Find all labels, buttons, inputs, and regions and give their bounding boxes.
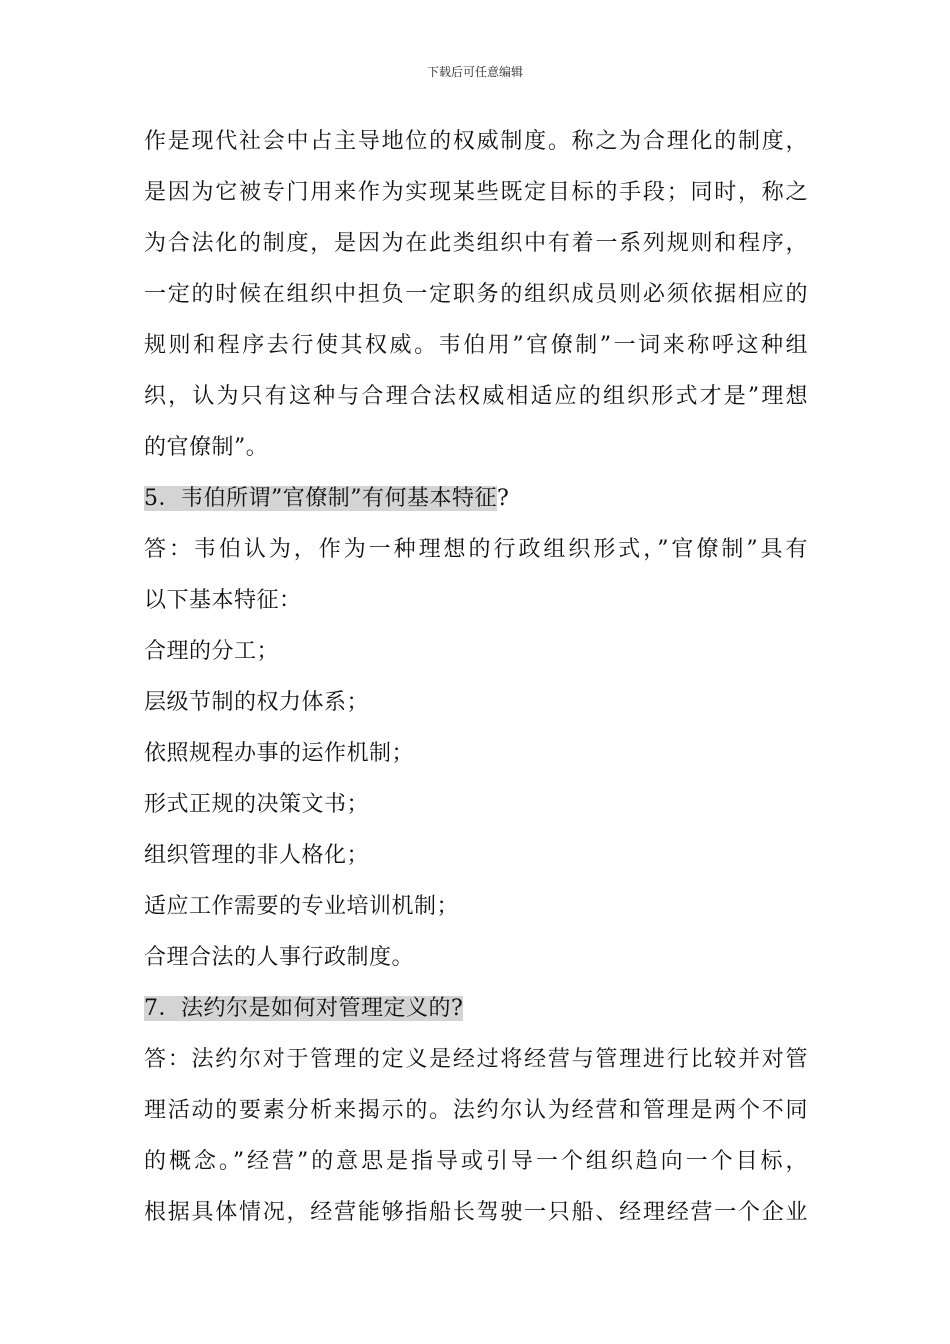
highlighted-question: 5．韦伯所谓”官僚制”有何基本特征 [144, 486, 497, 511]
text-line: 层级节制的权力体系； [144, 690, 370, 715]
question-mark: ? [497, 486, 510, 511]
text-line: 组织管理的非人格化； [144, 843, 370, 868]
question-heading [144, 983, 808, 1034]
highlighted-question: 7．法约尔是如何对管理定义的? [144, 996, 464, 1021]
text-line: 依照规程办事的运作机制； [144, 741, 415, 766]
page-header: 下载后可任意编辑 [426, 65, 523, 79]
question-heading [144, 473, 808, 524]
text-line: 合理合法的人事行政制度。 [144, 945, 415, 970]
text-line: 一定的时候在组织中担负一定职务的组织成员则必须依据相应的 [144, 282, 808, 307]
text-line: 织，认为只有这种与合理合法权威相适应的组织形式才是”理想 [144, 384, 808, 409]
text-line: 规则和程序去行使其权威。韦伯用”官僚制”一词来称呼这种组 [144, 333, 808, 358]
text-line: 答：法约尔对于管理的定义是经过将经营与管理进行比较并对管 [144, 1047, 808, 1072]
text-line: 答：韦伯认为，作为一种理想的行政组织形式，”官僚制”具有 [144, 537, 808, 562]
text-line: 形式正规的决策文书； [144, 792, 370, 817]
text-line: 的官僚制”。 [144, 435, 269, 460]
text-line: 理活动的要素分析来揭示的。法约尔认为经营和管理是两个不同 [144, 1098, 808, 1123]
text-line: 为合法化的制度，是因为在此类组织中有着一系列规则和程序， [144, 231, 808, 256]
text-line: 作是现代社会中占主导地位的权威制度。称之为合理化的制度， [144, 129, 808, 154]
document-body [144, 116, 808, 1238]
text-line: 的概念。”经营”的意思是指导或引导一个组织趋向一个目标， [144, 1149, 808, 1174]
text-line: 以下基本特征： [144, 588, 302, 613]
text-line: 根据具体情况，经营能够指船长驾驶一只船、经理经营一个企业 [144, 1200, 808, 1225]
text-line: 是因为它被专门用来作为实现某些既定目标的手段；同时，称之 [144, 180, 808, 205]
text-line: 适应工作需要的专业培训机制； [144, 894, 460, 919]
text-line: 合理的分工； [144, 639, 280, 664]
